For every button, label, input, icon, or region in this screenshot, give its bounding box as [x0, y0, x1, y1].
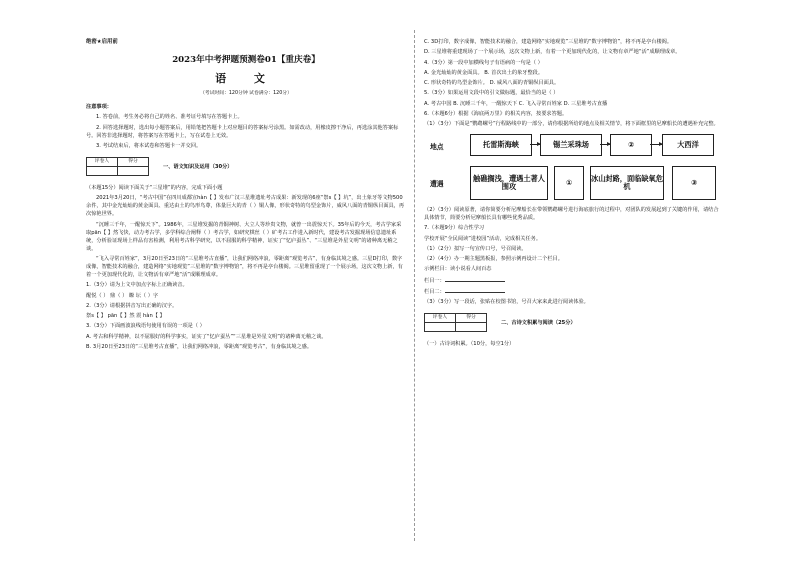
question-text: （3）（3分）写一段话，张贴在校图书馆，号召大家来此进行阅读体验。 [424, 299, 589, 306]
column-divider [414, 30, 415, 541]
question-text: 3.（3分）下面画波浪线语句使用有误的一项是（ ） [86, 323, 205, 330]
question-text: 醒悦（ ） 鼎（ ） 瞭 坛（ ）字 [86, 292, 159, 299]
score-cell-grader: 评卷人 [87, 158, 118, 167]
flow-label-event: 遭遇 [430, 180, 444, 189]
flow-place-box: 大西洋 [662, 134, 714, 156]
question-text: （2）（4分）办一期主题黑板报，参照示例再设计二个栏目。 [424, 256, 563, 263]
score-table [86, 157, 149, 176]
score-cell-grader: 评卷人 [425, 314, 456, 323]
question-option: A. 金光灿灿的黄金面具。 B. 首次出土的象牙整段。 [424, 69, 544, 76]
question-text: 4.（3分）第一段中加横线句子有语病的一句是（ ） [424, 59, 543, 66]
flow-event-box: 冰山封路，面临缺氧危机 [590, 166, 664, 200]
right-column [424, 38, 720, 561]
flow-label-place: 地点 [430, 143, 444, 152]
question-option: C. 3D打印，数字成像，智能技术的融合，建造网络“实地观览”三星堆的“数字博物馆”，将不再是亭台楼阁。 [424, 39, 673, 45]
question-option: A. 考古中国 B. 沉睡三千年，一醒惊天下 C. 飞入寻常百姓家 D. 三星堆考古直播 [424, 100, 608, 107]
answer-line: 栏目二： [424, 287, 720, 296]
score-cell-empty [87, 167, 118, 176]
question-option: B. 3月20日至23日的“三星堆考古直播”，让我们网络冲浪，零距离“观览考古”，有身临其境之感。 [86, 343, 313, 350]
passage-intro: （本题15分）阅读下面关于“三星堆”的内容，完成下面小题 [86, 185, 223, 192]
question-text: 祭s【 】 pān【 】然 震 hàn【 】 [86, 313, 165, 320]
flow-place-box: 锡兰采珠场 [540, 134, 602, 156]
flow-event-box: 触礁搁浅，遭遇土著人围攻 [470, 166, 548, 200]
score-cell-score: 得分 [456, 314, 487, 323]
question-text: （1）（3分）下面是“鹦鹉螺号”行程路线中的一部分，请你根据所给的地点及相关情节，将下面框里的尼摩船长的遭遇补充完整。 [424, 121, 719, 127]
passage-paragraph: “飞入寻常百姓家”，3月20日至23日的“三星堆考古直播”，让我们网络冲浪，零距离“观览考古”，有身临其境之感。三星D打印，数字成像，智能技术的融合，建造网络“实地观览”三星堆的“数字博物馆”，将不再是亭台楼阁。三星堆留重现了一个展示场，这次文物上新，有着一个更加现代化的，让文物活有章严地“活”成顺理成章。 [86, 256, 403, 279]
score-table [424, 313, 487, 332]
exam-title: 2023年中考押题预测卷01【重庆卷】 [172, 55, 320, 66]
note-item: 3. 考试结束后，将本试卷和答题卡一并交回。 [96, 142, 202, 149]
section-header [424, 310, 720, 335]
section-header [86, 154, 406, 179]
secret-mark: 绝密★启用前 [86, 39, 118, 45]
flow-place-box: 托雷斯海峡 [470, 134, 532, 156]
question-text: 5.（3分）如果运用文段中的引文做标题，最恰当的是（ ） [424, 90, 559, 97]
section-title: 二、古诗文积累与阅读（25分） [501, 319, 576, 326]
question-option: C. 形状奇特的鸟型金饰片。 D. 威风八面的青铜纵目面具。 [424, 80, 560, 86]
score-cell-score: 得分 [118, 158, 149, 167]
question-text: 2.（3分）请根据拼音写出正确的汉字。 [86, 302, 178, 309]
passage-paragraph: “沉睡三千年，一醒惊天下”。1986年，三星堆发掘的青铜神树、大立人等珍贵文物，就曾一出震惊天下。35年后的今天，考古学家采取pān【 】然飞快，动力考古学，多学科综合阐释（ ）考古学，如研究棋丝（ ）矿考古工作进入新时代，建设考古发掘现场信息遗址系统，分析验证现场上样品有害检测，利用考古科学研究，以不屈服的科学精神，证实了“忆庐蚕丛”、“三星堆是外星文明”的诸种离无稽之谈。 [86, 221, 402, 252]
flow-event-box: ① [554, 166, 584, 200]
subject-title: 语 文 [215, 71, 277, 85]
notes-heading: 注意事项： [86, 104, 112, 111]
subsection-title: （一）古诗词积累。（10分，每空1分） [424, 341, 515, 348]
flow-arrow [600, 144, 610, 145]
question-text: 7.（本题9分）综合性学习 [424, 225, 485, 232]
left-column [86, 38, 406, 561]
score-cell-empty [456, 323, 487, 332]
flow-arrow [530, 144, 540, 145]
question-text: 6.（本题6分）根据《海底两万里》的相关内容，按要求答题。 [424, 110, 568, 117]
section-title: 一、语文知识及运用（30分） [163, 163, 233, 170]
note-item: 2. 回答选择题时，选出每小题答案后，用铅笔把答题卡上对应题目的答案标号涂黑。如需改动，用橡皮擦干净后，再选涂其他答案标号。回答非选择题时，将答案写在答题卡上，写在试卷上无效。 [86, 124, 399, 139]
passage-paragraph: 2021年3月20日，“考古中国”在四川成都宣hàn【 】发布广汉三星堆遗址考古成果：新发现的6座“祭s【 】坑”，出土象牙等文物500余件，其中金光灿灿的黄金面具、重达由土的鸟形鸟尊，体量巨大的青（ ）铜人像，形状奇特的鸟型金饰片，威风八面的青铜纵目面具，再次惊艳世界。 [86, 195, 405, 218]
question-text: 1.（3分）请为上文中加点字标上正确读音。 [86, 282, 188, 289]
route-diagram [424, 132, 720, 202]
flow-place-box: ② [610, 134, 652, 156]
question-text: （1）（2分）拟写一句宣传口号，号召阅读。 [424, 245, 527, 252]
answer-line: 栏目一： [424, 276, 720, 285]
question-option: A. 考古和科学精神，以不屈服好的科学事实，证实了“忆庐蚕丛”“三星堆是外星文明”的诸种离无稽之谈。 [86, 333, 327, 340]
question-text: 示例栏目：读小说看人间百态 [424, 266, 492, 273]
flow-event-box: ③ [672, 166, 716, 200]
exam-meta: （考试时间：120分钟 试卷满分：120分） [200, 90, 292, 96]
flow-arrow [650, 144, 662, 145]
question-text: 学校开展“全民阅读”进校园”活动，完成相关任务。 [424, 235, 542, 242]
question-option: D. 三星堆将重建现场了一个展示场，这次文物上新，有着一个更加现代化的，让文物有章严地“活”成顺理成章。 [424, 49, 681, 56]
score-cell-empty [118, 167, 149, 176]
question-text: （2）（3分）阅读原著，请你简要分析尼摩船长在带领鹦鹉螺号进行海底旅行的过程中，对团队的发展起到了关键的作用，请结合具体情节，简要分析尼摩船长具有哪些优秀品质。 [424, 207, 719, 222]
note-item: 1. 答卷前，考生务必将自己的姓名、准考证号填写在答题卡上。 [96, 114, 243, 121]
score-cell-empty [425, 323, 456, 332]
